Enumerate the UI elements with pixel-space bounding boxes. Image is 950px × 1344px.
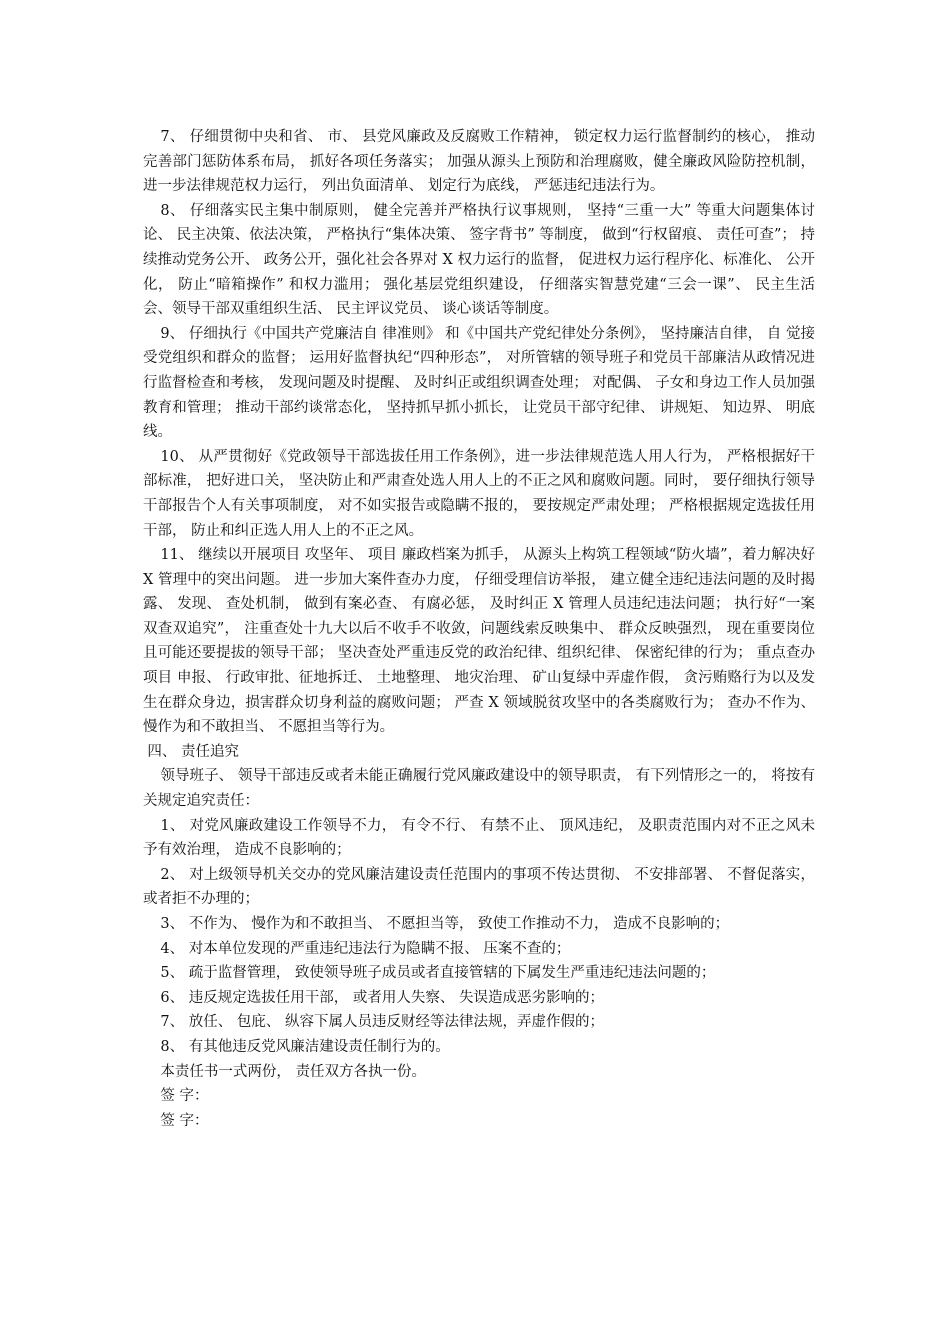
accountability-intro: 领导班子、 领导干部违反或者未能正确履行党风廉政建设中的领导职责， 有下列情形之一的， 将按有关规定追究责任： xyxy=(143,768,815,810)
signature-line-2: 签 字： xyxy=(160,1112,209,1129)
paragraph-11: 11、 继续以开展项目 攻坚年、 项目 廉政档案为抓手， 从源头上构筑工程领域“防火墙”，着力解决好 X 管理中的突出问题。 进一步加大案件查办力度， 仔细受理信访举报， 建立健全违纪违法问题的及时揭露、 发现、 查处机制， 做到有案必查、 有腐必惩， 及时纠正 X 管理人员违纪违法问题； 执行好“一案双查双追究”， 注重查处十九大以后不收手不收敛，问题线索反映集中、 群众反映强烈， 现在重要岗位且可能还要提拔的领导干部； 坚决查处严重违反党的政治纪律、组织纪律、 保密纪律的行为； 重点查办项目 申报、 行政审批、征地拆迁、 土地整理、 地灾治理、 矿山复绿中弄虚作假， 贪污贿赂行为以及发生在群众身边，损害群众切身利益的腐败问题； 严查 X 领域脱贫攻坚中的各类腐败行为； 查办不作为、慢作为和不敢担当、 不愿担当等行为。 xyxy=(143,547,815,736)
accountability-item-7: 7、 放任、 包庇、 纵容下属人员违反财经等法律法规，弄虚作假的； xyxy=(160,1014,604,1031)
paragraph-10: 10、 从严贯彻好《党政领导干部选拔任用工作条例》，进一步法律规范选人用人行为， 严格根据好干部标准， 把好进口关， 坚决防止和严肃查处选人用人上的不正之风和腐败问题。同时， 要仔细执行领导干部报告个人有关事项制度， 对不如实报告或隐瞒不报的， 要按规定严肃处理； 严格根据规定选拔任用干部， 防止和纠正选人用人上的不正之风。 xyxy=(143,448,815,539)
accountability-item-4: 4、 对本单位发现的严重违纪违法行为隐瞒不报、 压案不查的； xyxy=(160,940,571,957)
accountability-item-5: 5、 疏于监督管理， 致使领导班子成员或者直接管辖的下属发生严重违纪违法问题的； xyxy=(160,965,716,982)
paragraph-9: 9、 仔细执行《中国共产党廉洁自 律准则》 和《中国共产党纪律处分条例》， 坚持廉洁自律， 自 觉接受党组织和群众的监督； 运用好监督执纪“四种形态”， 对所管辖的领导班子和党员干部廉洁从政情况进行监督检查和考核， 发现问题及时提醒、 及时纠正或组织调查处理； 对配偶、 子女和身边工作人员加强教育和管理； 推动干部约谈常态化， 坚持抓早抓小抓长， 让党员干部守纪律、 讲规矩、 知边界、 明底线。 xyxy=(143,325,815,441)
accountability-item-6: 6、 违反规定选拔任用干部， 或者用人失察、 失误造成恶劣影响的； xyxy=(160,989,604,1006)
signature-line-1: 签 字： xyxy=(160,1088,209,1105)
accountability-item-2: 2、 对上级领导机关交办的党风廉洁建设责任范围内的事项不传达贯彻、 不安排部署、 不督促落实， 或者拒不办理的； xyxy=(143,866,815,908)
accountability-item-3: 3、 不作为、 慢作为和不敢担当、 不愿担当等， 致使工作推动不力， 造成不良影响的； xyxy=(160,916,730,932)
section-heading-responsibility: 四、 责任追究 xyxy=(147,743,239,760)
closing-statement: 本责任书一式两份， 责任双方各执一份。 xyxy=(160,1063,426,1080)
accountability-item-1: 1、 对党风廉政建设工作领导不力， 有令不行、 有禁不止、 顶风违纪， 及职责范围内对不正之风未予有效治理， 造成不良影响的； xyxy=(143,817,815,859)
paragraph-8: 8、 仔细落实民主集中制原则， 健全完善并严格执行议事规则， 坚持“三重一大” 等重大问题集体讨论、 民主决策、依法决策， 严格执行“集体决策、 签字背书” 等制度， 做到“行权留痕、 责任可查”； 持续推动党务公开、 政务公开，强化社会各界对 X 权力运行的监督， 促进权力运行程序化、标准化、 公开化， 防止“暗箱操作” 和权力滥用； 强化基层党组织建设， 仔细落实智慧党建“三会一课”、 民主生活会、领导干部双重组织生活、 民主评议党员、 谈心谈话等制度。 xyxy=(143,202,815,318)
paragraph-7: 7、 仔细贯彻中央和省、 市、 县党风廉政及反腐败工作精神， 锁定权力运行监督制约的核心， 推动完善部门惩防体系布局， 抓好各项任务落实； 加强从源头上预防和治理腐败，健全廉政风险防控机制， 进一步法律规范权力运行， 列出负面清单、 划定行为底线， 严惩违纪违法行为。 xyxy=(143,129,815,195)
accountability-item-8: 8、 有其他违反党风廉洁建设责任制行为的。 xyxy=(160,1038,450,1055)
document-page xyxy=(143,125,815,1133)
